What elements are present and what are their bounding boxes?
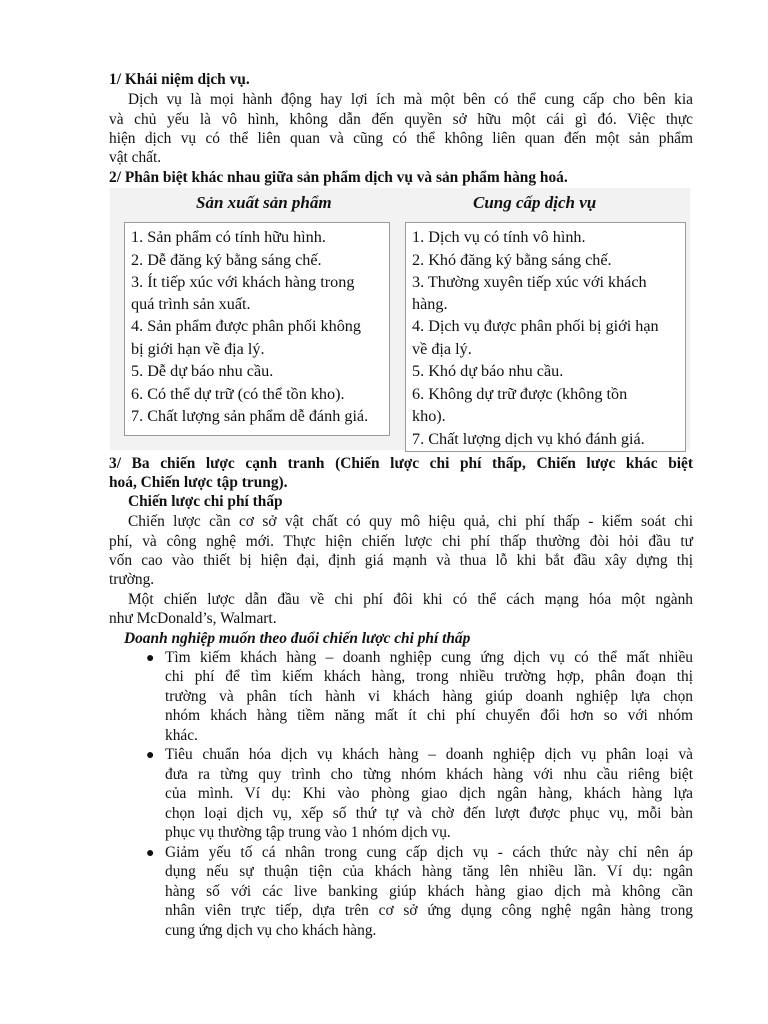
bullet-line: Tìm kiếm khách hàng – doanh nghiệp cung ứng dịch vụ có thể mất nhiều (165, 649, 693, 666)
bullet-icon: ● (146, 748, 155, 763)
table-right-line: 4. Dịch vụ được phân phối bị giới hạn (412, 317, 659, 335)
bullet-line: dụng nếu sự thuận tiện của khách hàng tăng lên nhiều lần. Ví dụ: ngân (165, 863, 693, 880)
bullet-line: cung ứng dịch vụ cho khách hàng. (165, 922, 377, 939)
bullet-line: của mình. Ví dụ: Khi vào phòng giao dịch ngân hàng, khách hàng lựa (165, 785, 693, 802)
table-left-line: quá trình sản xuất. (131, 295, 251, 313)
bullet-line: nhóm khách hàng tiềm năng mất ít chi phí chuyển đổi hơn so với nhóm (165, 707, 693, 724)
paragraph-line: vật chất. (109, 149, 162, 166)
paragraph-line: và chủ yếu là vô hình, không dẫn đến quyền sở hữu một cái gì đó. Việc thực (109, 111, 693, 128)
bullet-line: trường và phân tích hành vi khách hàng giúp doanh nghiệp lựa chọn (165, 688, 693, 705)
bullet-line: chi phí để tìm kiếm khách hàng, trong nhiều trường hợp, phân đoạn thị (165, 668, 693, 685)
bullet-icon: ● (146, 651, 155, 666)
bullet-icon: ● (146, 846, 155, 861)
table-right-line: 5. Khó dự báo nhu cầu. (412, 362, 564, 380)
table-left-line: 7. Chất lượng sản phẩm dễ đánh giá. (131, 407, 369, 425)
bullet-line: Tiêu chuẩn hóa dịch vụ khách hàng – doanh nghiệp dịch vụ phân loại và (165, 746, 693, 763)
table-left-line: 3. Ít tiếp xúc với khách hàng trong (131, 273, 355, 291)
section-2-heading: 2/ Phân biệt khác nhau giữa sản phẩm dịch vụ và sản phẩm hàng hoá. (109, 169, 568, 186)
bullet-line: hàng số với các live banking giúp khách hàng giao dịch mà không cần (165, 883, 693, 900)
table-right-line: 2. Khó đăng ký bằng sáng chế. (412, 251, 612, 269)
table-right-line: hàng. (412, 295, 448, 313)
paragraph-line: hiện dịch vụ có thể liên quan và cũng có thể không liên quan đến một sản phẩm (109, 130, 693, 147)
table-left-line: 1. Sản phẩm có tính hữu hình. (131, 228, 326, 246)
table-right-line: 1. Dịch vụ có tính vô hình. (412, 228, 586, 246)
paragraph-line: Một chiến lược dẫn đầu về chi phí đôi khi có thể cách mạng hóa một ngành (128, 591, 693, 608)
italic-heading: Doanh nghiệp muốn theo đuổi chiến lược chi phí thấp (124, 630, 471, 647)
bullet-line: chọn loại dịch vụ, xếp số thứ tự và chờ đến lượt được phục vụ, mỗi bàn (165, 805, 693, 822)
table-left-line: bị giới hạn về địa lý. (131, 340, 265, 358)
table-right-line: 7. Chất lượng dịch vụ khó đánh giá. (412, 430, 645, 448)
table-left-line: 5. Dễ dự báo nhu cầu. (131, 362, 274, 380)
section-3-heading: 3/ Ba chiến lược cạnh tranh (Chiến lược chi phí thấp, Chiến lược khác biệt (109, 455, 693, 472)
paragraph-line: như McDonald’s, Walmart. (109, 610, 277, 627)
bullet-line: Giảm yếu tố cá nhân trong cung cấp dịch vụ - cách thức này chỉ nên áp (165, 844, 693, 861)
bullet-line: nhân viên trực tiếp, dựa trên cơ sở ứng dụng công nghệ ngân hàng trong (165, 902, 693, 919)
table-left-line: 6. Có thể dự trữ (có thể tồn kho). (131, 385, 345, 403)
bullet-line: đưa ra từng quy trình cho từng nhóm khách hàng với nhu cầu riêng biệt (165, 766, 693, 783)
table-right-line: 6. Không dự trữ được (không tồn (412, 385, 628, 403)
table-right-line: kho). (412, 407, 446, 425)
section-1-heading: 1/ Khái niệm dịch vụ. (109, 71, 250, 88)
paragraph-line: trường. (109, 571, 155, 588)
paragraph-line: Dịch vụ là mọi hành động hay lợi ích mà một bên có thể cung cấp cho bên kia (128, 91, 693, 108)
bullet-line: phục vụ thường tập trung vào 1 nhóm dịch vụ. (165, 824, 451, 841)
table-right-line: về địa lý. (412, 340, 472, 358)
table-header-right: Cung cấp dịch vụ (473, 193, 597, 212)
table-header-left: Sản xuất sản phẩm (196, 193, 332, 212)
paragraph-line: phí, và công nghệ mới. Thực hiện chiến lược chi phí thấp thường đòi hỏi đầu tư (109, 533, 693, 550)
bullet-line: khác. (165, 727, 198, 744)
paragraph-line: vốn cao vào thiết bị hiện đại, định giá mạnh và thua lỗ khi bắt đầu xây dựng thị (109, 552, 693, 569)
table-right-line: 3. Thường xuyên tiếp xúc với khách (412, 273, 647, 291)
paragraph-line: Chiến lược cần cơ sở vật chất có quy mô hiệu quả, chi phí thấp - kiểm soát chi (128, 513, 693, 530)
table-left-line: 4. Sản phẩm được phân phối không (131, 317, 361, 335)
table-left-line: 2. Dễ đăng ký bằng sáng chế. (131, 251, 322, 269)
section-3-heading-cont: hoá, Chiến lược tập trung). (109, 474, 288, 491)
subheading-low-cost: Chiến lược chi phí thấp (128, 493, 283, 510)
